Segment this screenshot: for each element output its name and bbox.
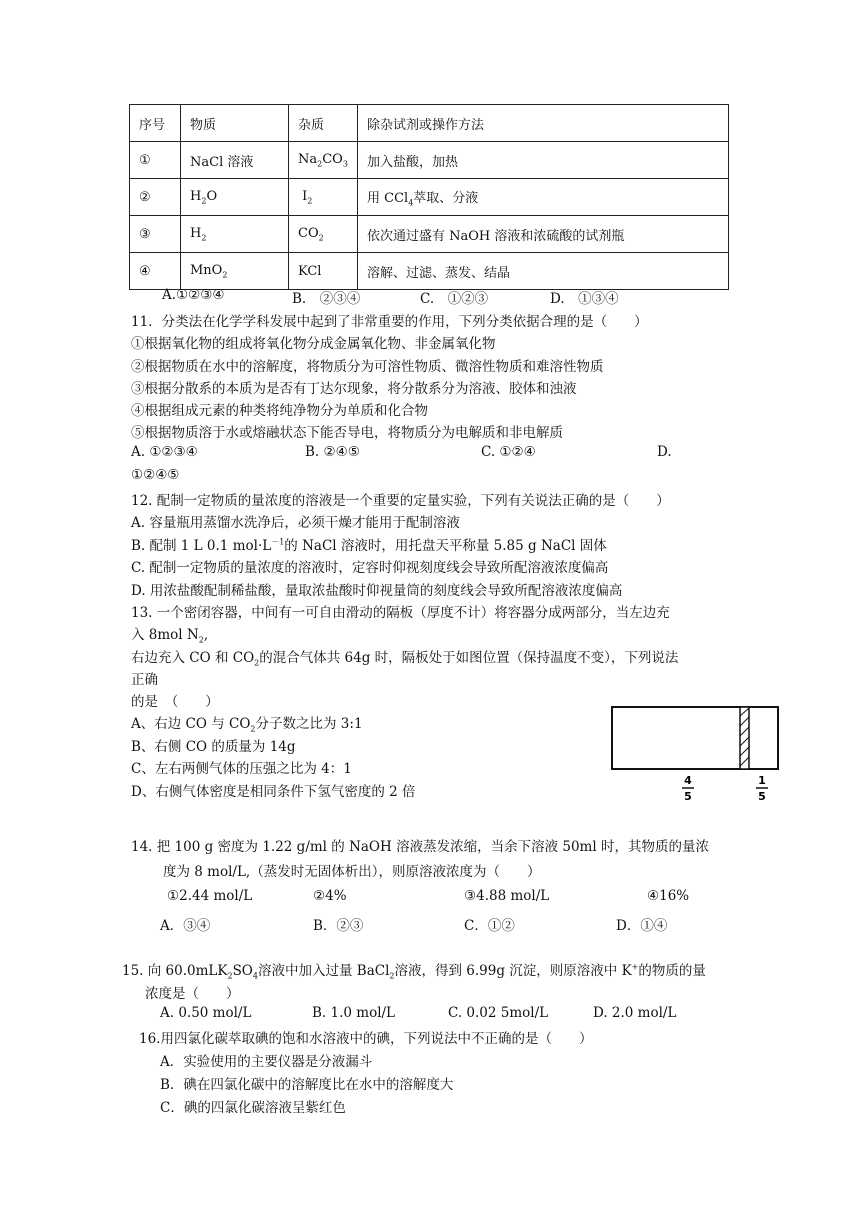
q11-item: ①根据氧化物的组成将氧化物分成金属氧化物、非金属氧化物 — [131, 336, 496, 352]
q15-option-b: B. 1.0 mol/L — [312, 1005, 396, 1021]
table-header: 除杂试剂或操作方法 — [358, 105, 729, 142]
q14-option-d: D．①④ — [616, 918, 668, 934]
q16-option-a: A．实验使用的主要仪器是分液漏斗 — [160, 1054, 373, 1070]
table-row — [130, 142, 729, 179]
q14-stem-line: 度为 8 mol/L,（蒸发时无固体析出），则原溶液浓度为（ ） — [163, 864, 541, 880]
right-fraction-label — [756, 774, 768, 803]
q13-stem-line: 入 8mol $N_2$, — [131, 627, 209, 645]
q16-option-c: C．碘的四氯化碳溶液呈紫红色 — [160, 1100, 346, 1116]
table-cell: $CO_2$ — [289, 216, 358, 253]
q14-stem-line: 14. 把 100 g 密度为 1.22 g/ml 的 NaOH 溶液蒸发浓缩，当余下溶液 50ml 时，其物质的量浓 — [131, 839, 709, 855]
fraction-numerator: 4 — [684, 774, 692, 787]
table-cell: ③ — [130, 216, 181, 253]
q16-stem: 16.用四氯化碳萃取碘的饱和水溶液中的碘，下列说法中不正确的是（ ） — [139, 1031, 593, 1047]
q13-option-d: D、右侧气体密度是相同条件下氢气密度的 2 倍 — [131, 784, 416, 800]
fraction-denominator: 5 — [684, 790, 692, 803]
container-diagram — [608, 704, 784, 808]
q11-item: ②根据物质在水中的溶解度，将物质分为可溶性物质、微溶性物质和难溶性物质 — [131, 359, 604, 375]
q12-option-c: C. 配制一定物质的量浓度的溶液时，定容时仰视刻度线会导致所配溶液浓度偏高 — [131, 560, 609, 576]
table-header: 物质 — [181, 105, 289, 142]
left-fraction-label — [682, 774, 694, 803]
q13-stem-line: 正确 — [131, 672, 158, 688]
table-row — [130, 179, 729, 216]
q14-choice: ①2.44 mol/L — [167, 888, 253, 904]
q13-option-c: C、左右两侧气体的压强之比为 4：1 — [131, 761, 352, 777]
table-cell: 用 CCl$_4$萃取、分液 — [358, 179, 729, 216]
table-cell: ① — [130, 142, 181, 179]
q11-item: ⑤根据物质溶于水或熔融状态下能否导电，将物质分为电解质和非电解质 — [131, 425, 563, 441]
table-header: 序号 — [130, 105, 181, 142]
table-cell: $H_2$ — [181, 216, 289, 253]
table-header-row — [130, 105, 729, 142]
q14-choice: ②4% — [313, 888, 347, 904]
q12-stem: 12. 配制一定物质的量浓度的溶液是一个重要的定量实验，下列有关说法正确的是（ ） — [131, 493, 670, 509]
q11-item: ④根据组成元素的种类将纯净物分为单质和化合物 — [131, 403, 428, 419]
table-cell: $Na_2CO_3$ — [289, 142, 358, 179]
q10-option-d: D. ①③④ — [550, 291, 619, 307]
q10-option-b: B. ②③④ — [292, 291, 361, 307]
q12-option-b: B. 配制 1 L 0.1 $mol\cdot L^{-1}$的 NaCl 溶液时，用托盘天平称量 5.85 g NaCl 固体 — [131, 537, 607, 554]
q13-option-b: B、右侧 CO 的质量为 14g — [131, 739, 296, 755]
q14-option-c: C．①② — [464, 918, 515, 934]
q15-stem-line: 15. 向 $60.0mLK_2SO_4$溶液中加入过量 BaCl$_2$溶液，得到 6.99g 沉淀，则原溶液中 K+的物质的量 — [122, 962, 706, 981]
table-cell: $I_2$ — [289, 179, 358, 216]
impurity-table — [129, 104, 729, 290]
container-outline — [612, 707, 778, 769]
q13-option-a: A、右边 CO 与 $CO_2$分子数之比为 3:1 — [131, 716, 363, 734]
table-cell: ④ — [130, 253, 181, 290]
table-cell: MnO$_2$ — [181, 253, 289, 290]
table-cell: $H_2O$ — [181, 179, 289, 216]
q16-option-b: B．碘在四氯化碳中的溶解度比在水中的溶解度大 — [160, 1077, 454, 1093]
fraction-denominator: 5 — [758, 790, 766, 803]
q11-item: ③根据分散系的本质为是否有丁达尔现象，将分散系分为溶液、胶体和浊液 — [131, 381, 577, 397]
table-cell: 加入盐酸，加热 — [358, 142, 729, 179]
q11-stem: 11．分类法在化学学科发展中起到了非常重要的作用，下列分类依据合理的是（ ） — [131, 314, 648, 330]
q14-choice: ③4.88 mol/L — [464, 888, 550, 904]
table-cell: ② — [130, 179, 181, 216]
q11-option-d: D. — [657, 444, 672, 460]
q14-choice: ④16% — [647, 888, 690, 904]
q10-option-a: A.①②③④ — [162, 287, 225, 303]
partition-board — [740, 707, 749, 769]
q11-option-a: A. ①②③④ — [131, 444, 198, 460]
q15-option-a: A. 0.50 mol/L — [160, 1005, 252, 1021]
q13-stem-line: 的是 （ ） — [131, 694, 219, 710]
table-cell: 溶解、过滤、蒸发、结晶 — [358, 253, 729, 290]
q13-stem-line: 右边充入 CO 和 $CO_2$的混合气体共 64g 时，隔板处于如图位置（保持温度不变），下列说法 — [131, 650, 679, 668]
q15-option-d: D. 2.0 mol/L — [593, 1005, 677, 1021]
table-cell: KCl — [289, 253, 358, 290]
table-header: 杂质 — [289, 105, 358, 142]
fraction-numerator: 1 — [758, 774, 766, 787]
q12-option-a: A. 容量瓶用蒸馏水洗净后，必须干燥才能用于配制溶液 — [131, 515, 460, 531]
table-cell: NaCl 溶液 — [181, 142, 289, 179]
q13-stem-line: 13. 一个密闭容器，中间有一可自由滑动的隔板（厚度不计）将容器分成两部分，当左边充 — [131, 605, 670, 621]
q11-option-d-text: ①②④⑤ — [131, 467, 180, 483]
q11-option-b: B. ②④⑤ — [305, 444, 360, 460]
q11-option-c: C. ①②④ — [481, 444, 536, 460]
q14-option-a: A．③④ — [160, 918, 211, 934]
q15-stem-line: 浓度是（ ） — [145, 986, 240, 1002]
table-cell: 依次通过盛有 NaOH 溶液和浓硫酸的试剂瓶 — [358, 216, 729, 253]
q15-option-c: C. 0.02 5mol/L — [448, 1005, 549, 1021]
table-row — [130, 253, 729, 290]
q12-option-d: D. 用浓盐酸配制稀盐酸，量取浓盐酸时仰视量筒的刻度线会导致所配溶液浓度偏高 — [131, 583, 623, 599]
q14-option-b: B．②③ — [313, 918, 364, 934]
table-row — [130, 216, 729, 253]
q10-option-c: C. ①②③ — [420, 291, 489, 307]
